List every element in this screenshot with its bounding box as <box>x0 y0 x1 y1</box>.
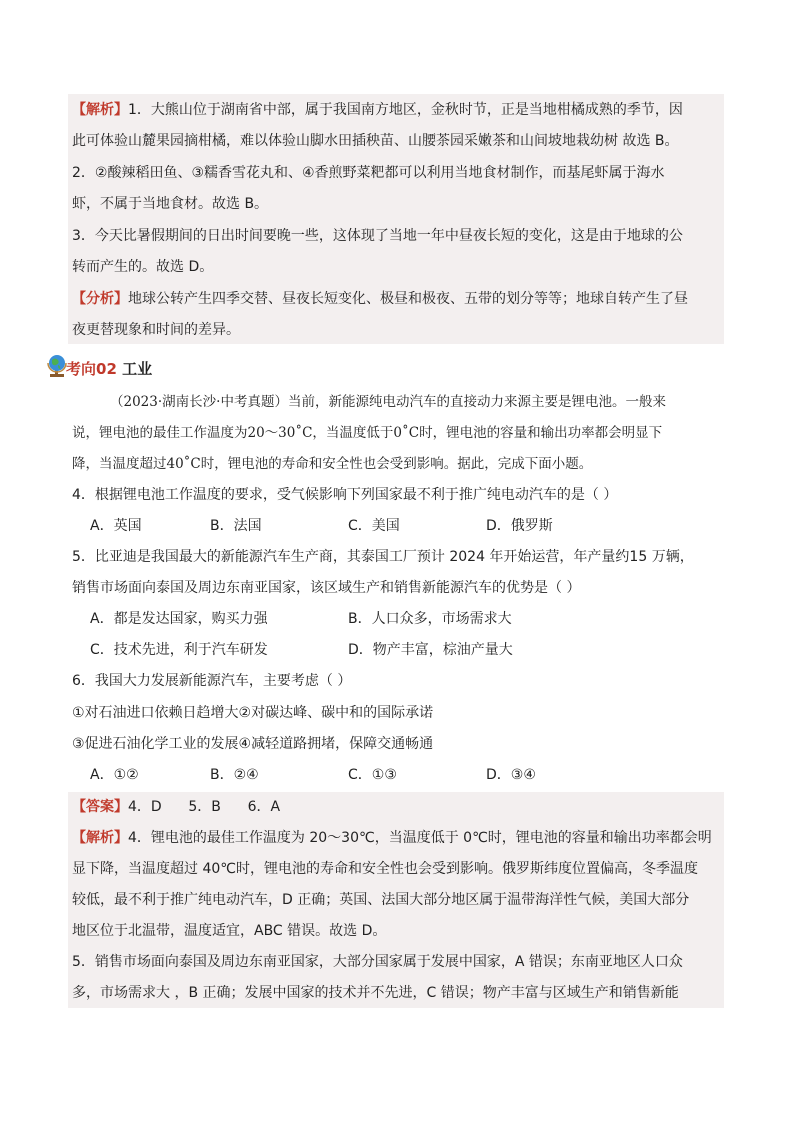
option-b: B．②④ <box>210 767 259 783</box>
material-line: 说，锂电池的最佳工作温度为20～30˚C，当温度低于0˚C时，锂电池的容量和输出功率都会明显下 <box>72 425 663 441</box>
option-a: A．都是发达国家，购买力强 <box>90 611 268 627</box>
question-4-stem: 4．根据锂电池工作温度的要求，受气候影响下列国家最不利于推广纯电动汽车的是（ ） <box>72 487 618 503</box>
option-c: C．①③ <box>348 767 397 783</box>
solution-line: 此可体验山麓果园摘柑橘，难以体验山脚水田插秧苗、山腰茶园采嫩茶和山间坡地栽幼树 故选 B。 <box>72 133 679 149</box>
answer-line: 【答案】4．D 5．B 6．A <box>72 799 281 815</box>
material-line: 降，当温度超过40˚C时，锂电池的寿命和安全性也会受到影响。据此，完成下面小题。 <box>72 456 593 472</box>
solution-line: 转而产生的。故选 D。 <box>72 259 214 275</box>
answer-tag: 【答案】 <box>72 799 128 815</box>
question-6-item: ③促进石油化学工业的发展④减轻道路拥堵，保障交通畅通 <box>72 736 434 752</box>
option-d: D．物产丰富，棕油产量大 <box>348 642 513 658</box>
option-c: C．技术先进，利于汽车研发 <box>90 642 268 658</box>
option-a: A．英国 <box>90 518 142 534</box>
solution-line: 3．今天比暑假期间的日出时间要晚一些，这体现了当地一年中昼夜长短的变化，这是由于地球的公 <box>72 228 683 244</box>
solution-line: 【解析】4．锂电池的最佳工作温度为 20～30℃，当温度低于 0℃时，锂电池的容量和输出功率都会明 <box>72 830 712 846</box>
option-c: C．美国 <box>348 518 400 534</box>
solution-line: 虾，不属于当地食材。故选 B。 <box>72 196 269 212</box>
solution-line: 较低，最不利于推广纯电动汽车，D 正确；英国、法国大部分地区属于温带海洋性气候，美国大部分 <box>72 892 690 908</box>
option-a: A．①② <box>90 767 139 783</box>
question-5-stem: 销售市场面向泰国及周边东南亚国家，该区域生产和销售新能源汽车的优势是（ ） <box>72 580 581 596</box>
material-line: （2023·湖南长沙·中考真题）当前，新能源纯电动汽车的直接动力来源主要是锂电池。一般来 <box>110 394 666 410</box>
option-d: D．俄罗斯 <box>486 518 553 534</box>
solution-line: 【解析】1．大熊山位于湖南省中部，属于我国南方地区，金秋时节，正是当地柑橘成熟的季节，因 <box>72 102 683 118</box>
option-d: D．③④ <box>486 767 536 783</box>
solution-line: 【分析】地球公转产生四季交替、昼夜长短变化、极昼和极夜、五带的划分等等；地球自转产生了昼 <box>72 291 688 307</box>
question-6-stem: 6．我国大力发展新能源汽车，主要考虑（ ） <box>72 673 352 689</box>
analysis-tag: 【解析】 <box>72 830 128 846</box>
solution-line: 地区位于北温带，温度适宜，ABC 错误。故选 D。 <box>72 923 387 939</box>
option-b: B．法国 <box>210 518 262 534</box>
solution-line: 多，市场需求大 ，B 正确；发展中国家的技术并不先进，C 错误；物产丰富与区域生产和销售新能 <box>72 985 679 1001</box>
solution-line: 5．销售市场面向泰国及周边东南亚国家，大部分国家属于发展中国家，A 错误；东南亚地区人口众 <box>72 954 683 970</box>
solution-line: 显下降，当温度超过 40℃时，锂电池的寿命和安全性也会受到影响。俄罗斯纬度位置偏高，冬季温度 <box>72 861 698 877</box>
question-6-item: ①对石油进口依赖日趋增大②对碳达峰、碳中和的国际承诺 <box>72 705 434 721</box>
question-5-stem: 5．比亚迪是我国最大的新能源汽车生产商，其泰国工厂预计 2024 年开始运营，年产量约15 万辆， <box>72 549 694 565</box>
option-b: B．人口众多，市场需求大 <box>348 611 512 627</box>
solution-line: 2．②酸辣稻田鱼、③糯香雪花丸和、④香煎野菜粑都可以利用当地食材制作，而基尾虾属于海水 <box>72 165 665 181</box>
fenxi-tag: 【分析】 <box>72 291 128 307</box>
analysis-tag: 【解析】 <box>72 102 128 118</box>
solution-line: 夜更替现象和时间的差异。 <box>72 322 240 338</box>
section-title: 考向02 工业 <box>66 360 153 378</box>
